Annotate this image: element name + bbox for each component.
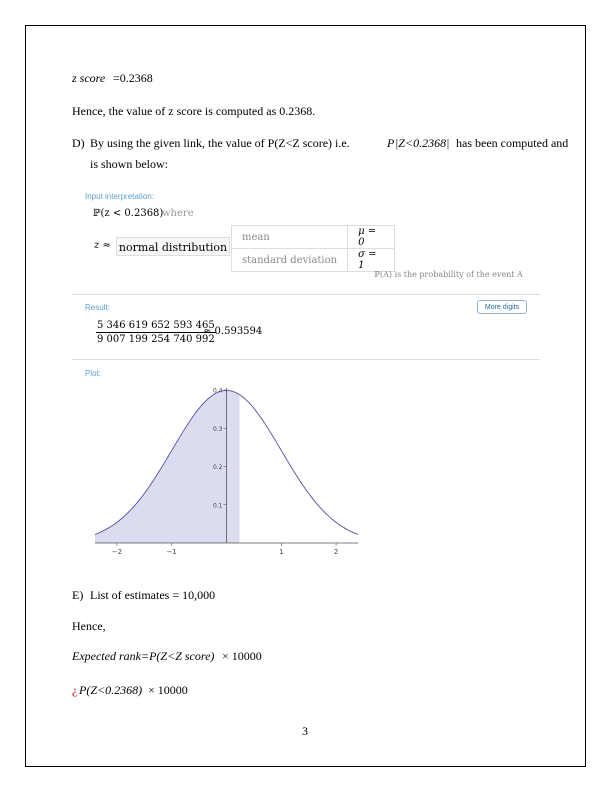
y-tick-label: 0.4 (212, 387, 223, 395)
sd-label: standard deviation (232, 249, 348, 272)
x-tick-label: 1 (279, 548, 284, 556)
fraction-denominator: 9 007 199 254 740 992 (97, 334, 215, 345)
sd-value: σ = 1 (348, 249, 395, 272)
mean-value: μ = 0 (348, 226, 395, 249)
input-interpretation-label: Input interpretation: (85, 192, 154, 201)
item-d-marker: D) (72, 136, 85, 150)
zscore-label: z score (72, 71, 106, 85)
last-times: × 10000 (148, 683, 188, 697)
probability-footnote: ℙ(A) is the probability of the event A (374, 270, 523, 279)
inverted-question-mark: ¿ (72, 683, 78, 697)
y-tick-label: 0.1 (212, 502, 223, 510)
probability-expression: ℙ(z < 0.2368) (93, 208, 164, 219)
last-expression: P(Z<0.2368) (79, 683, 143, 697)
plot-label: Plot: (85, 369, 102, 378)
item-d-text-p: P (387, 136, 395, 150)
where-text: where (162, 208, 194, 219)
x-tick-label: 2 (333, 548, 339, 556)
hence-z-text: Hence, the value of z score is computed as 0.2368. (72, 104, 316, 118)
expected-rank-times: × 10000 (222, 649, 262, 663)
item-e-text: List of estimates = 10,000 (90, 588, 216, 602)
distribution-box: normal distribution (116, 237, 230, 256)
divider-1 (72, 294, 540, 295)
parameters-table (231, 225, 395, 272)
more-digits-button[interactable]: More digits (477, 300, 527, 314)
x-tick-label: −1 (166, 548, 177, 556)
page-number: 3 (302, 724, 308, 738)
expected-rank-lhs: Expected rank (72, 649, 141, 663)
result-fraction (96, 320, 216, 345)
item-d-text-2: is shown below: (90, 157, 168, 171)
x-tick-label: −2 (111, 548, 123, 556)
z-approx-text: z ≈ (94, 240, 111, 251)
item-d-text-a: By using the given link, the value of P(Z<Z score) i.e. (90, 136, 350, 150)
item-e-marker: E) (72, 588, 84, 602)
mean-label: mean (232, 226, 348, 249)
expected-rank-rhs: =P(Z<Z score) (141, 649, 215, 663)
item-d-text-d: has been computed and (456, 136, 569, 150)
y-tick-label: 0.2 (212, 464, 223, 471)
item-d-text-expr: |Z<0.2368| (395, 136, 450, 150)
fraction-numerator: 5 346 619 652 593 465 (97, 320, 215, 331)
hence-text: Hence, (72, 619, 106, 633)
zscore-value: =0.2368 (113, 71, 153, 85)
y-tick-label: 0.3 (212, 425, 223, 433)
result-label: Result: (85, 303, 110, 312)
divider-2 (72, 359, 540, 360)
approx-value: ≈ 0.593594 (203, 326, 263, 337)
normal-distribution-plot (90, 380, 365, 560)
